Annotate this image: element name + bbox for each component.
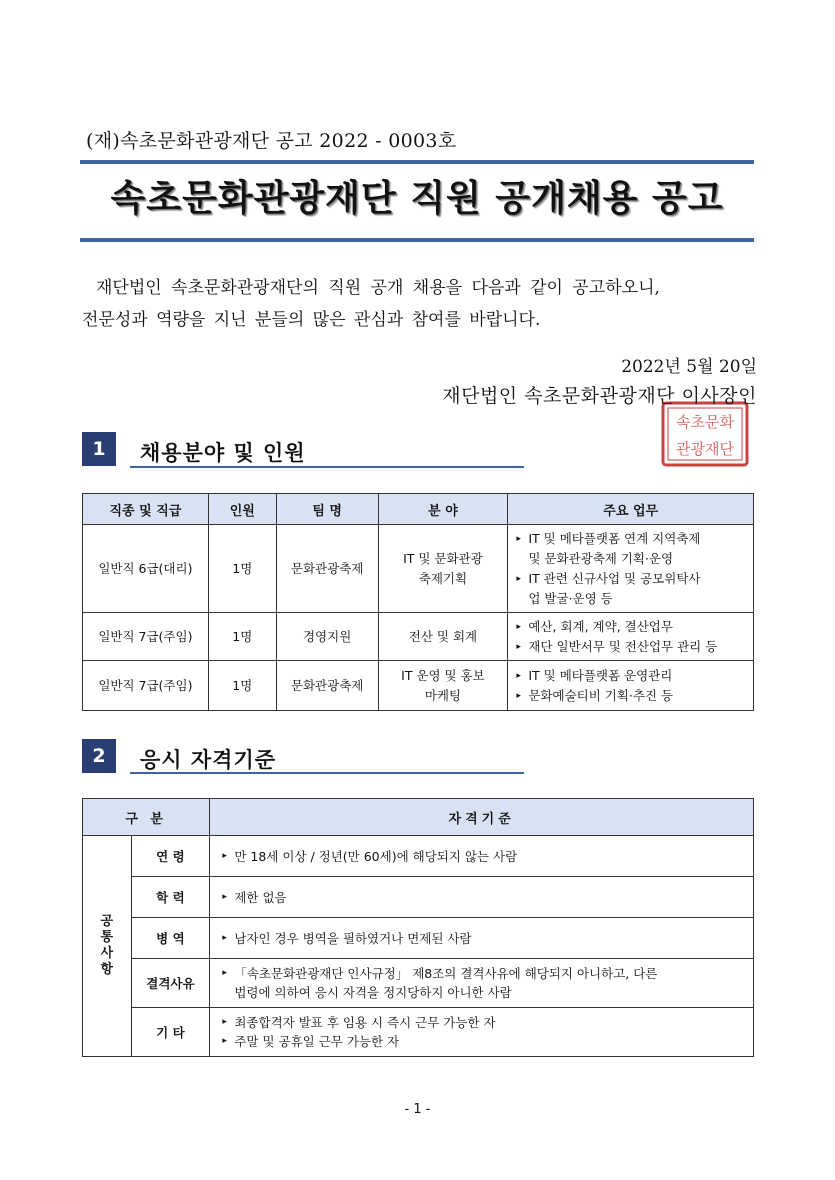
header-category: 구 분 bbox=[83, 799, 210, 836]
header-field: 분 야 bbox=[378, 494, 508, 525]
section-2-underline bbox=[130, 772, 524, 774]
field-line: IT 운영 및 홍보 bbox=[401, 667, 485, 683]
intro-line-1: 재단법인 속초문화관광재단의 직원 공개 채용을 다음과 같이 공고하오니, bbox=[96, 278, 660, 298]
criteria-cell bbox=[210, 836, 754, 877]
duty-item: ▸ IT 및 메타플랫폼 운영관리 bbox=[516, 666, 749, 686]
table-header-row bbox=[83, 799, 754, 836]
duty-item: ▸ IT 및 메타플랫폼 연계 지역축제 bbox=[516, 529, 749, 549]
table-row bbox=[83, 877, 754, 918]
criteria-cell bbox=[210, 959, 754, 1008]
duty-item: ▸ 재단 일반서무 및 전산업무 관리 등 bbox=[516, 637, 749, 657]
group-label-text: 공 통 사 항 bbox=[100, 914, 114, 977]
header-duties: 주요 업무 bbox=[508, 494, 754, 525]
duties-cell bbox=[508, 661, 754, 711]
official-seal-stamp bbox=[660, 400, 750, 468]
table-header-row bbox=[83, 494, 754, 525]
table-row bbox=[83, 525, 754, 613]
criteria-item-cont: 법령에 의하여 응시 자격을 정지당하지 아니한 사람 bbox=[234, 985, 512, 1000]
field-line: 축제기획 bbox=[418, 570, 468, 586]
category-cell: 병 역 bbox=[131, 918, 210, 959]
header-team: 팀 명 bbox=[276, 494, 378, 525]
category-cell: 학 력 bbox=[131, 877, 210, 918]
title-rule-bottom bbox=[80, 238, 754, 242]
intro-paragraph bbox=[82, 272, 762, 336]
table-row bbox=[83, 613, 754, 661]
criteria-item: ▸ 제한 없음 bbox=[222, 888, 747, 907]
count-cell: 1명 bbox=[208, 525, 276, 613]
duties-cell bbox=[508, 613, 754, 661]
field-cell bbox=[378, 525, 508, 613]
criteria-item: ▸ 주말 및 공휴일 근무 가능한 자 bbox=[222, 1032, 747, 1051]
page-title: 속초문화관광재단 직원 공개채용 공고 bbox=[110, 178, 724, 219]
title-rule-top bbox=[80, 160, 754, 164]
duty-item: ▸ IT 관련 신규사업 및 공모위탁사 bbox=[516, 569, 749, 589]
field-line: 전산 및 회계 bbox=[408, 628, 478, 644]
grade-cell: 일반직 7급(주임) bbox=[83, 661, 209, 711]
field-line: IT 및 문화관광 bbox=[403, 550, 483, 566]
header-count: 인원 bbox=[208, 494, 276, 525]
count-cell: 1명 bbox=[208, 661, 276, 711]
notice-date: 2022년 5월 20일 bbox=[621, 357, 757, 377]
svg-text:속초문화: 속초문화 bbox=[676, 413, 734, 431]
category-cell: 연 령 bbox=[131, 836, 210, 877]
table-row bbox=[83, 1008, 754, 1057]
issuer-name: 재단법인 속초문화관광재단 이사장인 bbox=[442, 385, 757, 407]
criteria-item: ▸ 만 18세 이상 / 정년(만 60세)에 해당되지 않는 사람 bbox=[222, 847, 747, 866]
section-2-badge: 2 bbox=[82, 739, 116, 773]
field-cell bbox=[378, 661, 508, 711]
category-cell: 결격사유 bbox=[131, 959, 210, 1008]
criteria-item: ▸ 최종합격자 발표 후 임용 시 즉시 근무 가능한 자 bbox=[222, 1013, 747, 1032]
criteria-item: ▸ 「속초문화관광재단 인사규정」 제8조의 결격사유에 해당되지 아니하고, 다른 bbox=[222, 964, 747, 983]
section-2-title: 응시 자격기준 bbox=[140, 748, 277, 772]
field-line: 마케팅 bbox=[424, 687, 462, 703]
section-1-badge: 1 bbox=[82, 432, 116, 466]
duty-item: ▸ 문화예술티비 기획·추진 등 bbox=[516, 686, 749, 706]
field-cell bbox=[378, 613, 508, 661]
table-row bbox=[83, 959, 754, 1008]
duty-item-cont: 및 문화관광축제 기획·운영 bbox=[528, 550, 674, 566]
duties-cell bbox=[508, 525, 754, 613]
criteria-item: ▸ 남자인 경우 병역을 필하였거나 면제된 사람 bbox=[222, 929, 747, 948]
header-grade: 직종 및 직급 bbox=[83, 494, 209, 525]
group-label-common bbox=[83, 836, 132, 1057]
qualification-table bbox=[82, 798, 754, 1057]
table-row bbox=[83, 661, 754, 711]
team-cell: 경영지원 bbox=[276, 613, 378, 661]
section-1-underline bbox=[130, 466, 524, 468]
duty-item-cont: 업 발굴·운영 등 bbox=[528, 590, 613, 606]
intro-line-2: 전문성과 역량을 지닌 분들의 많은 관심과 참여를 바랍니다. bbox=[82, 310, 541, 330]
count-cell: 1명 bbox=[208, 613, 276, 661]
notice-number: (재)속초문화관광재단 공고 2022 - 0003호 bbox=[86, 130, 457, 152]
team-cell: 문화관광축제 bbox=[276, 525, 378, 613]
svg-text:관광재단: 관광재단 bbox=[676, 440, 734, 458]
criteria-cell bbox=[210, 1008, 754, 1057]
recruitment-table bbox=[82, 493, 754, 711]
table-row bbox=[83, 836, 754, 877]
page-number: - 1 - bbox=[404, 1102, 431, 1117]
criteria-cell bbox=[210, 877, 754, 918]
grade-cell: 일반직 7급(주임) bbox=[83, 613, 209, 661]
table-row bbox=[83, 918, 754, 959]
team-cell: 문화관광축제 bbox=[276, 661, 378, 711]
grade-cell: 일반직 6급(대리) bbox=[83, 525, 209, 613]
criteria-cell bbox=[210, 918, 754, 959]
header-criteria: 자격기준 bbox=[210, 799, 754, 836]
section-1-title: 채용분야 및 인원 bbox=[140, 441, 306, 465]
duty-item: ▸ 예산, 회계, 계약, 결산업무 bbox=[516, 617, 749, 637]
category-cell: 기 타 bbox=[131, 1008, 210, 1057]
